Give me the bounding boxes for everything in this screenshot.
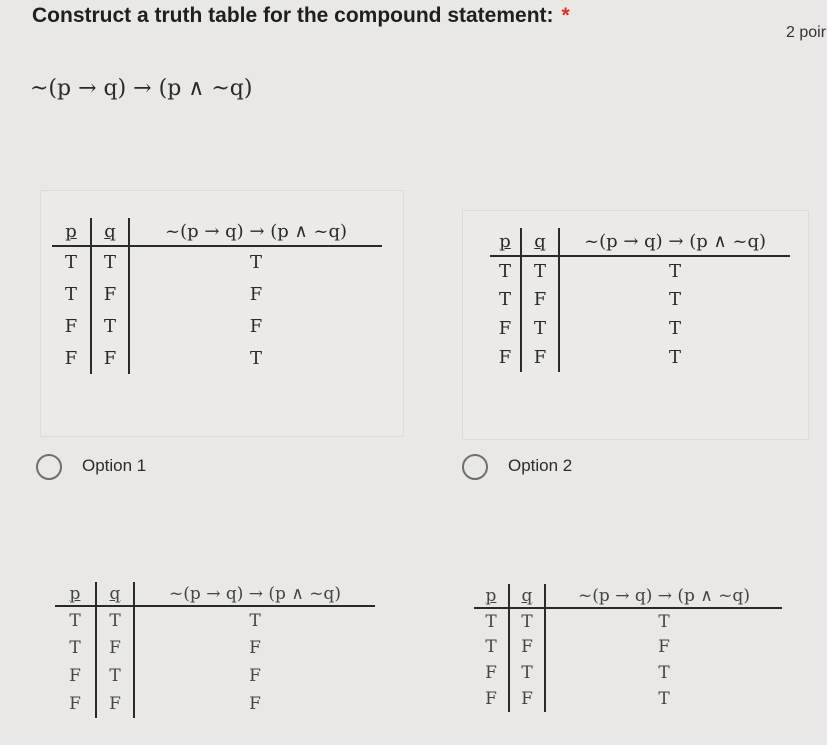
cell-q: T (96, 662, 134, 690)
header-expression: ~(p → q) → (p ∧ ~q) (545, 584, 782, 608)
points-label: 2 poir (786, 24, 827, 41)
cell-p: T (55, 634, 96, 662)
table-row (490, 314, 790, 343)
header-p: p (490, 228, 521, 256)
cell-result: F (249, 638, 261, 658)
cell-p: F (52, 342, 91, 374)
cell-result: F (249, 666, 261, 686)
cell-result: T (668, 289, 681, 310)
cell-p: T (55, 606, 96, 634)
table-row (490, 285, 790, 314)
cell-q: F (521, 343, 559, 372)
table-row (52, 342, 382, 374)
cell-result: T (249, 347, 262, 369)
cell-q: T (91, 310, 129, 342)
table-row (55, 690, 375, 718)
table-row (55, 662, 375, 690)
question-title (32, 4, 570, 28)
cell-p: F (55, 690, 96, 718)
cell-p: T (474, 608, 509, 634)
header-q: q (96, 582, 134, 606)
header-p: p (474, 584, 509, 608)
truth-table-option-3 (55, 582, 375, 718)
cell-q: T (509, 608, 545, 634)
cell-p: T (490, 285, 521, 314)
cell-result: T (249, 610, 261, 631)
cell-p: T (52, 278, 91, 310)
option-2-label: Option 2 (508, 456, 573, 475)
table-row (474, 634, 782, 660)
cell-result: F (658, 637, 670, 657)
table-row (52, 278, 382, 310)
cell-q: T (521, 314, 559, 343)
option-1-label: Option 1 (82, 456, 147, 475)
table-row (55, 606, 375, 634)
header-q: q (521, 228, 559, 256)
cell-p: T (490, 256, 521, 285)
truth-table-option-1 (52, 218, 382, 374)
cell-p: F (474, 660, 509, 686)
table-row (52, 310, 382, 342)
option-2-choice[interactable] (462, 454, 662, 484)
table-row (474, 686, 782, 712)
header-expression: ~(p → q) → (p ∧ ~q) (559, 228, 790, 256)
cell-result: T (668, 347, 681, 368)
cell-p: F (474, 686, 509, 712)
cell-p: F (52, 310, 91, 342)
option-2-radio[interactable] (462, 454, 488, 480)
compound-statement: ~(p → q) → (p ∧ ~q) (30, 76, 253, 101)
cell-result: T (249, 252, 262, 273)
table-row (55, 634, 375, 662)
cell-p: T (52, 246, 91, 278)
cell-q: F (509, 686, 545, 712)
cell-result: T (658, 611, 670, 632)
cell-p: F (490, 314, 521, 343)
cell-q: F (96, 634, 134, 662)
cell-result: T (668, 318, 681, 339)
option-1-radio[interactable] (36, 454, 62, 480)
cell-q: F (509, 634, 545, 660)
truth-table-option-2 (490, 228, 790, 372)
cell-q: F (96, 690, 134, 718)
table-row (52, 246, 382, 278)
cell-q: T (521, 256, 559, 285)
header-expression: ~(p → q) → (p ∧ ~q) (129, 218, 382, 246)
table-row (474, 660, 782, 686)
cell-p: F (490, 343, 521, 372)
header-q: q (509, 584, 545, 608)
required-star: * (561, 4, 570, 27)
cell-q: T (509, 660, 545, 686)
option-1-choice[interactable] (36, 454, 236, 484)
cell-p: T (474, 634, 509, 660)
table-row (490, 343, 790, 372)
table-row (474, 608, 782, 634)
header-expression: ~(p → q) → (p ∧ ~q) (134, 582, 375, 606)
truth-table-option-4 (474, 584, 782, 712)
cell-p: F (55, 662, 96, 690)
cell-result: F (249, 283, 263, 305)
cell-q: F (521, 285, 559, 314)
table-row (490, 256, 790, 285)
cell-q: F (91, 278, 129, 310)
cell-result: T (658, 663, 670, 683)
cell-q: T (91, 246, 129, 278)
header-q: q (91, 218, 129, 246)
question-title-text: Construct a truth table for the compound statement: (32, 4, 554, 27)
cell-result: F (249, 694, 261, 714)
cell-q: F (91, 342, 129, 374)
cell-q: T (96, 606, 134, 634)
cell-result: T (658, 689, 670, 709)
cell-result: F (249, 315, 263, 337)
header-p: p (52, 218, 91, 246)
cell-result: T (668, 260, 681, 282)
header-p: p (55, 582, 96, 606)
